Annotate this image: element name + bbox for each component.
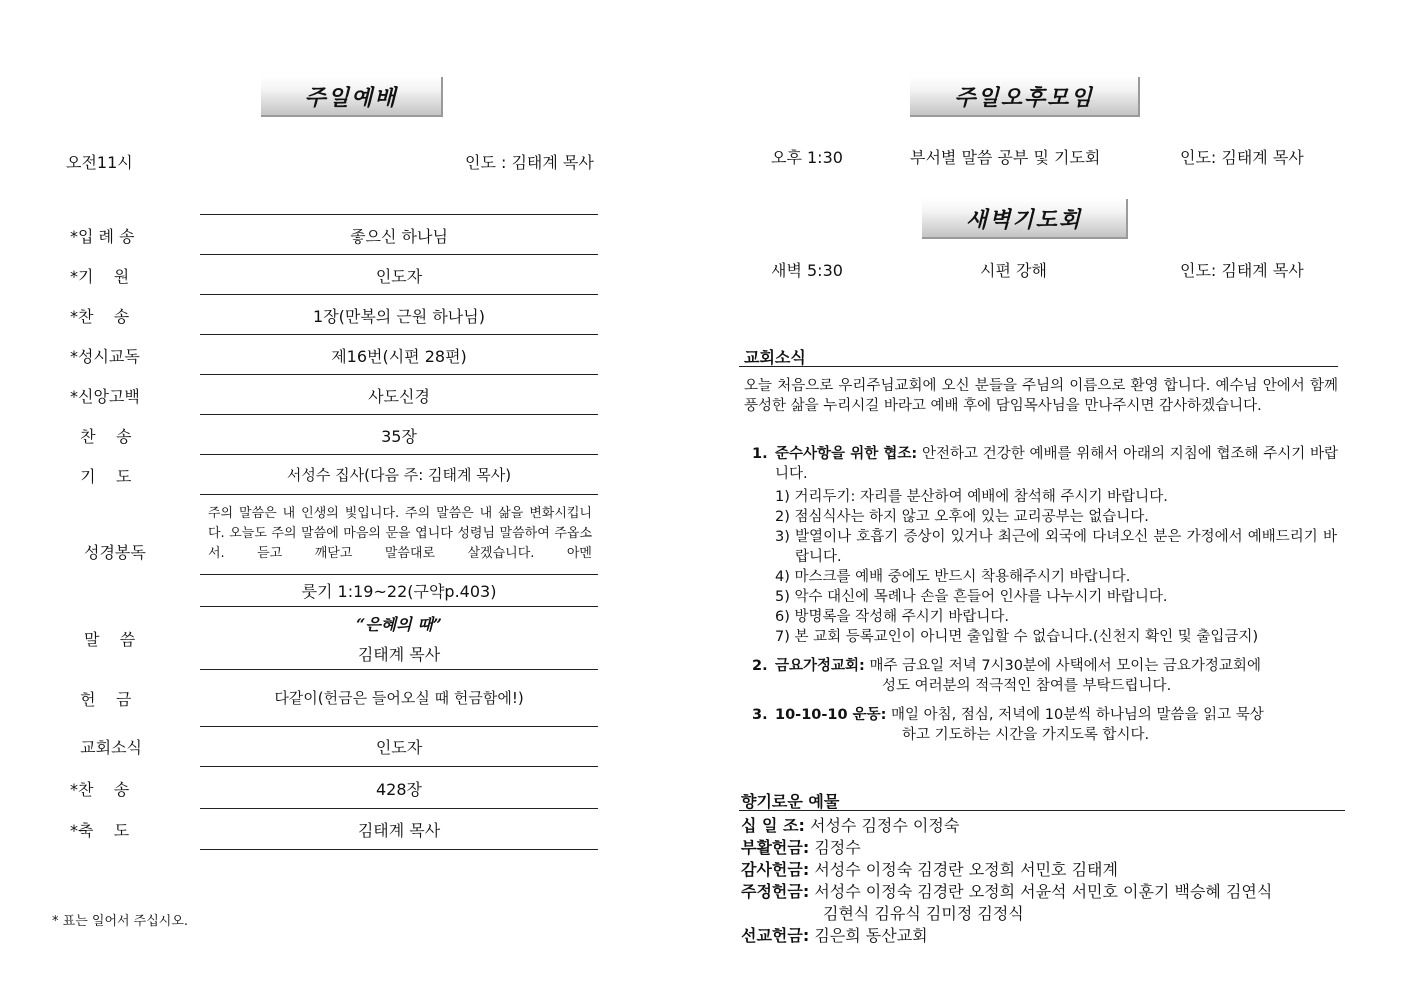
item-text: 매주 금요일 저녁 7시30분에 사택에서 모이는 금요가정교회에 — [869, 658, 1261, 674]
reading-label: 성경봉독 — [84, 543, 146, 562]
offering-label: 주정헌금: — [741, 882, 810, 901]
news-rule — [739, 366, 1338, 367]
order-value: 좋으신 하나님 — [350, 227, 448, 246]
offering-row — [741, 923, 928, 946]
order-value: 사도신경 — [368, 387, 430, 406]
sermon-preacher: 김태계 목사 — [357, 645, 441, 664]
item-number: 3. — [752, 707, 768, 723]
offering-row — [741, 813, 959, 836]
item-text: 성도 여러분의 적극적인 참여를 부탁드립니다. — [882, 678, 1172, 694]
offering-names: 김현식 김유식 김미정 김정식 — [823, 904, 1024, 923]
dawn-leader: 인도: 김태계 목사 — [1180, 261, 1304, 280]
order-label: *입 례 송 — [70, 227, 135, 246]
rule — [200, 414, 598, 415]
sermon-title: “은혜의 때” — [356, 615, 442, 634]
offering-label: 감사헌금: — [741, 860, 810, 879]
news-item-2 — [752, 656, 1338, 696]
order-label: 헌 금 — [70, 690, 132, 709]
offering-rule — [739, 810, 1345, 811]
item-text: 하고 기도하는 시간을 가지도록 합시다. — [902, 727, 1150, 743]
afternoon-desc: 부서별 말씀 공부 및 기도회 — [910, 148, 1101, 167]
news-item-1 — [752, 444, 1338, 484]
offering-row — [741, 879, 1272, 902]
news-title: 교회소식 — [744, 348, 806, 367]
rule — [200, 808, 598, 809]
rule — [200, 726, 598, 727]
worship-leader: 인도 : 김태계 목사 — [465, 153, 594, 172]
rule — [200, 214, 598, 215]
reading-passage: 룻기 1:19~22(구약p.403) — [301, 582, 497, 601]
offering-names: 김은희 동산교회 — [814, 926, 928, 945]
rule — [200, 574, 598, 575]
order-label: 기 도 — [70, 467, 132, 486]
rule-item: 4) 마스크를 예배 중에도 반드시 착용해주시기 바랍니다. — [775, 569, 1131, 585]
rule-item: 5) 악수 대신에 목례나 손을 흔들어 인사를 나누시기 바랍니다. — [775, 589, 1168, 605]
item-heading: 금요가정교회: — [775, 658, 865, 674]
rule-item: 7) 본 교회 등록교인이 아니면 출입할 수 없습니다.(신천지 확인 및 출입금지) — [775, 629, 1259, 645]
worship-time: 오전11시 — [66, 153, 133, 172]
dawn-time: 새벽 5:30 — [771, 261, 843, 280]
rule — [200, 294, 598, 295]
order-label: 찬 송 — [70, 427, 132, 446]
dawn-desc: 시편 강해 — [980, 261, 1047, 280]
dawn-title: 새벽기도회 — [922, 199, 1128, 239]
item-text: 안전하고 건강한 예배를 위해서 아래의 지침에 협조해 주시기 바랍니다. — [775, 446, 1339, 482]
offering-names: 서성수 김정수 이정숙 — [810, 816, 960, 835]
offering-label: 십 일 조: — [741, 816, 805, 835]
offering-label: 부활헌금: — [741, 838, 810, 857]
stand-footnote: * 표는 일어서 주십시오. — [52, 914, 189, 929]
order-label: *성시교독 — [70, 347, 140, 366]
offering-row — [741, 857, 1118, 880]
item-heading: 준수사항을 위한 협조: — [775, 446, 918, 462]
order-value: 다같이(헌금은 들어오실 때 헌금함에!) — [274, 689, 524, 707]
rule — [200, 606, 598, 607]
offering-names: 김정수 — [814, 838, 861, 857]
afternoon-time: 오후 1:30 — [771, 148, 843, 167]
rule-item: 3) 발열이나 호흡기 증상이 있거나 최근에 외국에 다녀오신 분은 가정에서 예배드리기 바랍니다. — [775, 529, 1337, 565]
afternoon-title: 주일오후모임 — [910, 77, 1140, 117]
offering-names: 서성수 이정숙 김경란 오정희 서윤석 서민호 이훈기 백승혜 김연식 — [814, 882, 1273, 901]
rule — [200, 669, 598, 670]
rule — [200, 374, 598, 375]
item-number: 1. — [752, 446, 768, 462]
order-value: 김태계 목사 — [357, 821, 441, 840]
item-text: 매일 아침, 점심, 저녁에 10분씩 하나님의 말씀을 읽고 묵상 — [891, 707, 1264, 723]
rule — [200, 454, 598, 455]
order-value: 제16번(시편 28편) — [331, 347, 467, 366]
offering-row — [741, 835, 861, 858]
order-value: 1장(만복의 근원 하나님) — [313, 307, 485, 326]
reading-prayer: 주의 말씀은 내 인생의 빛입니다. 주의 말씀은 내 삶을 변화시킵니다. 오늘도 주의 말씀에 마음의 문을 엽니다 성령님 말씀하여 주옵소서. 듣고 깨닫고 말씀대로 살겠습니다. 아멘 — [208, 506, 592, 561]
rule-item: 1) 거리두기: 자리를 분산하여 예배에 참석해 주시기 바랍니다. — [775, 489, 1168, 505]
offering-row — [823, 901, 1024, 924]
rule — [200, 494, 598, 495]
order-label: *찬 송 — [70, 307, 130, 326]
item-number: 2. — [752, 658, 768, 674]
sermon-label: 말 씀 — [84, 630, 136, 649]
order-label: *축 도 — [70, 821, 130, 840]
rule — [200, 334, 598, 335]
news-intro: 오늘 처음으로 우리주님교회에 오신 분들을 주님의 이름으로 환영 합니다. 예수님 안에서 함께 풍성한 삶을 누리시길 바라고 예배 후에 담임목사님을 만나주시면 감사하겠습니다. — [744, 378, 1338, 414]
rule-item: 6) 방명록을 작성해 주시기 바랍니다. — [775, 609, 1010, 625]
news-item-3 — [752, 705, 1338, 745]
order-label: *찬 송 — [70, 780, 130, 799]
order-value: 인도자 — [375, 267, 423, 286]
rule — [200, 849, 598, 850]
rule — [200, 766, 598, 767]
order-value: 35장 — [381, 427, 417, 446]
order-label: *기 원 — [70, 267, 130, 286]
order-label: 교회소식 — [70, 738, 142, 757]
worship-title: 주일예배 — [261, 77, 443, 117]
rule — [200, 254, 598, 255]
offering-label: 선교헌금: — [741, 926, 810, 945]
order-label: *신앙고백 — [70, 387, 140, 406]
item-heading: 10-10-10 운동: — [775, 707, 887, 723]
rule-item: 2) 점심식사는 하지 않고 오후에 있는 교리공부는 없습니다. — [775, 509, 1149, 525]
offering-names: 서성수 이정숙 김경란 오정희 서민호 김태계 — [814, 860, 1118, 879]
offering-title: 향기로운 예물 — [741, 792, 840, 811]
order-value: 428장 — [376, 780, 422, 799]
order-value: 인도자 — [375, 738, 423, 757]
order-value: 서성수 집사(다음 주: 김태계 목사) — [286, 466, 512, 484]
afternoon-leader: 인도: 김태계 목사 — [1180, 148, 1304, 167]
